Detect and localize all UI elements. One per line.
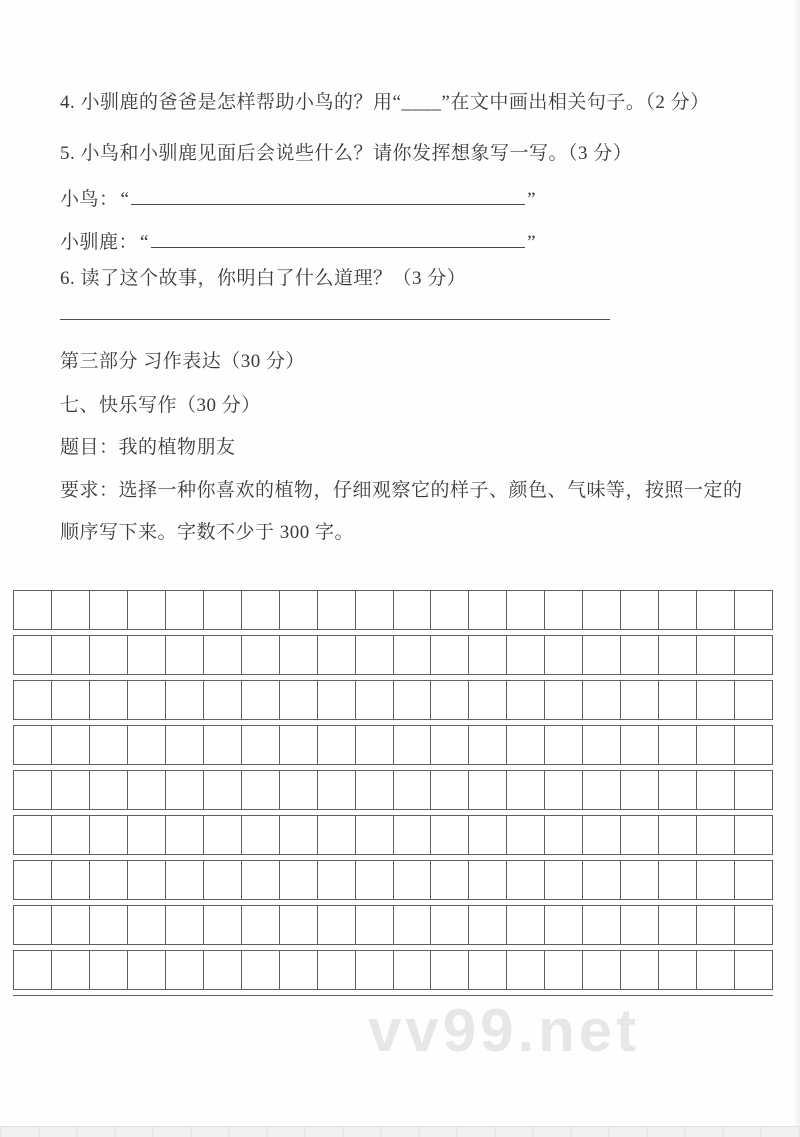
grid-cell [204,771,242,809]
deer-answer-blank [151,225,525,248]
grid-cell [318,771,356,809]
grid-cell [621,861,659,899]
grid-cell [583,771,621,809]
grid-cell [394,816,432,854]
grid-cell [469,861,507,899]
grid-cell [431,591,469,629]
grid-cell [394,726,432,764]
page-right-edge-shade [792,0,800,1137]
grid-cell [659,591,697,629]
grid-cell [128,681,166,719]
grid-cell [318,591,356,629]
grid-cell [394,771,432,809]
grid-cell [545,591,583,629]
grid-cell [431,636,469,674]
grid-cell [356,816,394,854]
grid-cell [166,726,204,764]
grid-cell [242,591,280,629]
grid-cell [621,951,659,989]
grid-cell [583,906,621,944]
grid-cell [469,681,507,719]
answer-line-bird [60,182,538,213]
grid-cell [318,816,356,854]
grid-cell [583,636,621,674]
grid-cell [52,726,90,764]
grid-cell [659,906,697,944]
grid-cell [621,636,659,674]
grid-cell [659,681,697,719]
grid-cell [659,771,697,809]
grid-cell [242,681,280,719]
grid-cell [128,591,166,629]
next-page-grid-sliver [0,1126,800,1137]
grid-cell [242,816,280,854]
grid-cell [735,906,772,944]
grid-cell [697,861,735,899]
grid-cell [507,861,545,899]
grid-cell [697,816,735,854]
grid-cell [394,681,432,719]
grid-cell [469,591,507,629]
bird-open-quote: “ [120,189,130,210]
grid-cell [52,636,90,674]
grid-cell [204,951,242,989]
grid-cell [659,636,697,674]
grid-cell [431,771,469,809]
grid-cell [659,726,697,764]
grid-cell [166,906,204,944]
grid-row [13,770,773,810]
grid-cell [14,906,52,944]
composition-topic-line: 题目：我的植物朋友 [60,437,236,458]
grid-cell [14,681,52,719]
grid-cell [735,771,772,809]
grid-cell [507,591,545,629]
deer-label: 小驯鹿： [60,232,139,253]
grid-cell [431,681,469,719]
grid-cell [697,591,735,629]
grid-cell [52,816,90,854]
grid-cell [507,681,545,719]
grid-cell [318,951,356,989]
grid-cell [280,816,318,854]
grid-cell [431,951,469,989]
grid-cell [52,771,90,809]
grid-cell [697,951,735,989]
grid-cell [90,636,128,674]
grid-cell [545,771,583,809]
grid-cell [204,726,242,764]
grid-cell [621,906,659,944]
requirements-line-2: 顺序写下来。字数不少于 300 字。 [60,522,355,543]
grid-cell [431,816,469,854]
grid-cell [545,681,583,719]
question-5-text: 5. 小鸟和小驯鹿见面后会说些什么？请你发挥想象写一写。（3 分） [60,143,633,164]
grid-cell [280,906,318,944]
grid-cell [242,726,280,764]
grid-cell [166,861,204,899]
grid-cell [735,816,772,854]
grid-cell [318,906,356,944]
grid-cell [394,906,432,944]
grid-cell [242,771,280,809]
grid-cell [128,861,166,899]
question-4-text: 4. 小驯鹿的爸爸是怎样帮助小鸟的？用“____”在文中画出相关句子。（2 分） [60,92,710,113]
grid-cell [280,861,318,899]
grid-cell [469,726,507,764]
grid-cell [204,906,242,944]
grid-cell [280,591,318,629]
grid-cell [507,906,545,944]
grid-cell [697,681,735,719]
grid-cell [166,591,204,629]
grid-cell [90,861,128,899]
grid-cell [545,861,583,899]
grid-cell [128,816,166,854]
part-three-heading: 第三部分 习作表达（30 分） [60,351,306,372]
grid-cell [166,816,204,854]
grid-cell [356,681,394,719]
grid-cell [431,906,469,944]
grid-cell [507,951,545,989]
grid-cell [659,861,697,899]
grid-cell [621,726,659,764]
grid-cell [621,771,659,809]
grid-cell [128,906,166,944]
grid-cell [14,636,52,674]
grid-cell [280,726,318,764]
grid-cell [52,951,90,989]
deer-close-quote: ” [527,232,536,253]
grid-row [13,815,773,855]
grid-row [13,590,773,630]
grid-cell [735,636,772,674]
grid-cell [507,726,545,764]
grid-cell [128,726,166,764]
bird-label: 小鸟： [60,189,119,210]
grid-cell [14,591,52,629]
grid-cell [356,771,394,809]
grid-cell [394,591,432,629]
grid-cell [204,591,242,629]
grid-cell [52,906,90,944]
grid-cell [14,816,52,854]
grid-row [13,950,773,990]
grid-cell [242,951,280,989]
grid-cell [90,771,128,809]
grid-cell [204,636,242,674]
grid-cell [14,861,52,899]
grid-cell [431,861,469,899]
question-6-answer-line [60,319,610,320]
grid-cell [128,951,166,989]
grid-cell [735,681,772,719]
grid-cell [507,771,545,809]
grid-cell [52,591,90,629]
grid-cell [356,636,394,674]
grid-cell [280,681,318,719]
grid-cell [204,816,242,854]
grid-cell [52,861,90,899]
grid-cell [469,951,507,989]
grid-row [13,725,773,765]
composition-writing-grid [13,590,773,996]
bird-answer-blank [131,182,525,205]
grid-cell [735,591,772,629]
grid-cell [469,771,507,809]
grid-cell [659,951,697,989]
grid-cell [52,681,90,719]
grid-row [13,905,773,945]
grid-cell [90,906,128,944]
requirements-line-1: 要求：选择一种你喜欢的植物，仔细观察它的样子、颜色、气味等，按照一定的 [60,480,743,501]
grid-cell [166,951,204,989]
grid-cell [394,636,432,674]
grid-row [13,860,773,900]
grid-cell [394,861,432,899]
grid-cell [621,591,659,629]
grid-cell [394,951,432,989]
grid-cell [697,771,735,809]
grid-cell [545,636,583,674]
grid-cell [90,816,128,854]
grid-cell [318,636,356,674]
deer-open-quote: “ [140,232,149,253]
grid-cell [14,771,52,809]
grid-row [13,635,773,675]
bird-close-quote: ” [527,189,536,210]
grid-cell [90,591,128,629]
grid-cell [318,861,356,899]
grid-cell [318,726,356,764]
grid-cell [621,816,659,854]
grid-cell [90,951,128,989]
grid-cell [545,726,583,764]
grid-cell [242,906,280,944]
grid-cell [14,951,52,989]
grid-cell [545,816,583,854]
grid-cell [469,906,507,944]
grid-cell [318,681,356,719]
question-6-text: 6. 读了这个故事，你明白了什么道理？（3 分） [60,268,467,289]
grid-cell [583,861,621,899]
grid-cell [697,636,735,674]
grid-cell [280,771,318,809]
exercise-seven-heading: 七、快乐写作（30 分） [60,395,261,416]
answer-line-deer [60,225,538,256]
grid-cell [583,726,621,764]
grid-cell [166,771,204,809]
grid-cell [204,861,242,899]
grid-cell [356,861,394,899]
grid-cell [128,771,166,809]
grid-cell [545,906,583,944]
grid-cell [280,951,318,989]
grid-cell [356,906,394,944]
grid-cell [356,591,394,629]
watermark-text: vv99.net [368,997,641,1064]
grid-cell [545,951,583,989]
grid-cell [583,951,621,989]
grid-cell [659,816,697,854]
grid-row [13,680,773,720]
grid-cell [697,726,735,764]
grid-cell [356,726,394,764]
grid-cell [280,636,318,674]
grid-cell [507,816,545,854]
grid-cell [204,681,242,719]
grid-cell [583,681,621,719]
grid-cell [735,861,772,899]
grid-cell [128,636,166,674]
grid-cell [431,726,469,764]
grid-cell [469,636,507,674]
grid-cell [735,951,772,989]
grid-cell [90,726,128,764]
grid-cell [735,726,772,764]
grid-cell [242,861,280,899]
grid-cell [14,726,52,764]
grid-cell [469,816,507,854]
grid-cell [90,681,128,719]
grid-cell [697,906,735,944]
grid-cell [242,636,280,674]
grid-cell [583,816,621,854]
grid-cell [583,591,621,629]
grid-cell [621,681,659,719]
grid-cell [166,636,204,674]
grid-cell [166,681,204,719]
grid-cell [356,951,394,989]
grid-cell [507,636,545,674]
